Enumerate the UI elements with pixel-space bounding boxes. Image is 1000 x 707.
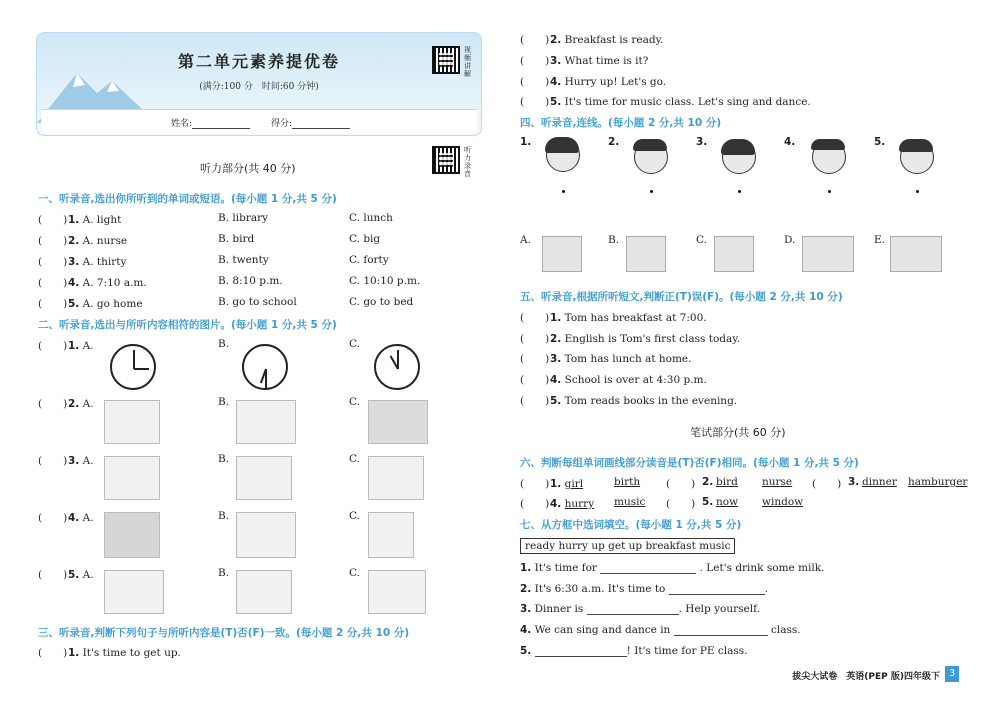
s2-row: ( )3. A. B. C. — [38, 453, 360, 467]
match-letter: D. — [784, 234, 796, 246]
scene-image — [802, 236, 854, 272]
match-num: 3. — [696, 136, 708, 148]
name-score-bar — [41, 109, 477, 133]
page-number: 3 — [945, 666, 959, 682]
s3-row: ( )4. Hurry up! Let's go. — [520, 76, 667, 88]
match-letter: A. — [520, 234, 531, 246]
sleeping-image — [104, 456, 160, 500]
s3-row: ( )5. It's time for music class. Let's sing and dance. — [520, 96, 811, 108]
section-2-heading: 二、听录音,选出与所听内容相符的图片。(每小题 1 分,共 5 分) — [38, 319, 337, 331]
s3-row: ( )3. What time is it? — [520, 55, 649, 67]
title-banner — [36, 32, 482, 136]
clock-icon — [242, 344, 288, 390]
s5-row: ( )5. Tom reads books in the evening. — [520, 395, 738, 407]
s6-row: ( )4. hurry music ( ) 5. now window — [520, 496, 804, 510]
s2-row: ( )2. A. B. C. — [38, 396, 360, 410]
scene-image — [890, 236, 942, 272]
qr-code-video[interactable] — [432, 46, 460, 74]
evening-image — [368, 570, 426, 614]
math-class-image — [368, 400, 428, 444]
reading-image — [236, 456, 292, 500]
s2-row: ( )1. A. B. C. — [38, 338, 360, 352]
music-room-image — [104, 512, 160, 558]
s1-row: ( )1. A. light B. library C. lunch — [38, 212, 393, 226]
match-dot[interactable] — [738, 190, 741, 193]
boy-walking-image — [368, 456, 424, 500]
section-3-heading: 三、听录音,判断下列句子与所听内容是(T)否(F)一致。(每小题 2 分,共 10 分) — [38, 627, 410, 639]
match-letter: B. — [608, 234, 620, 246]
match-num: 4. — [784, 136, 796, 148]
exam-subtitle: (满分:100 分 时间:60 分钟) — [199, 82, 319, 92]
match-dot[interactable] — [916, 190, 919, 193]
girl-face-icon — [722, 140, 756, 174]
s5-row: ( )4. School is over at 4:30 p.m. — [520, 374, 707, 386]
s5-row: ( )1. Tom has breakfast at 7:00. — [520, 312, 707, 324]
clock-icon — [110, 344, 156, 390]
qr-label-audio: 听力录音 — [464, 146, 471, 178]
scene-image — [542, 236, 582, 272]
name-field[interactable]: 姓名: — [171, 116, 250, 129]
match-dot[interactable] — [650, 190, 653, 193]
s1-row: ( )4. A. 7:10 a.m. B. 8:10 p.m. C. 10:10 p.m. — [38, 275, 421, 289]
match-letter: C. — [696, 234, 707, 246]
s1-row: ( )2. A. nurse B. bird C. big — [38, 233, 381, 247]
exam-title: 第二单元素养提优卷 — [177, 52, 340, 71]
s2-row: ( )4. A. B. C. — [38, 510, 360, 524]
scene-image — [626, 236, 666, 272]
boy-face-icon — [634, 140, 668, 174]
answer-blank[interactable] — [669, 585, 765, 595]
s3-row: ( )2. Breakfast is ready. — [520, 34, 664, 46]
s7-row: 2. It's 6:30 a.m. It's time to . — [520, 583, 769, 595]
section-6-heading: 六、判断每组单词画线部分读音是(T)否(F)相同。(每小题 1 分,共 5 分) — [520, 457, 859, 469]
playground-image — [236, 512, 296, 558]
s5-row: ( )3. Tom has lunch at home. — [520, 353, 692, 365]
match-dot[interactable] — [562, 190, 565, 193]
qr-code-audio[interactable] — [432, 146, 460, 174]
s1-row: ( )5. A. go home B. go to school C. go to bed — [38, 296, 414, 310]
answer-blank[interactable] — [587, 605, 679, 615]
writing-section-title: 笔试部分(共 60 分) — [690, 426, 786, 439]
s7-row: 3. Dinner is . Help yourself. — [520, 603, 760, 615]
word-box: ready hurry up get up breakfast music — [520, 538, 735, 554]
answer-blank[interactable] — [600, 564, 696, 574]
girl-face-icon — [546, 138, 580, 172]
score-field[interactable]: 得分: — [271, 116, 350, 129]
s7-row: 1. It's time for . Let's drink some milk. — [520, 562, 825, 574]
s6-row: ( )1. girl birth ( ) 2. bird nurse ( ) 3. dinner hamburger — [520, 476, 968, 490]
section-5-heading: 五、听录音,根据所听短文,判断正(T)误(F)。(每小题 2 分,共 10 分) — [520, 291, 843, 303]
section-4-heading: 四、听录音,连线。(每小题 2 分,共 10 分) — [520, 117, 722, 129]
s3-row: ( )1. It's time to get up. — [38, 647, 181, 659]
answer-blank[interactable] — [535, 647, 627, 657]
section-1-heading: 一、听录音,选出你所听到的单词或短语。(每小题 1 分,共 5 分) — [38, 193, 337, 205]
music-class-image — [104, 400, 160, 444]
match-num: 1. — [520, 136, 532, 148]
teacher-image — [368, 512, 414, 558]
boy-face-icon — [812, 140, 846, 174]
s7-row: 4. We can sing and dance in class. — [520, 624, 801, 636]
s7-row: 5. ! It's time for PE class. — [520, 645, 748, 657]
match-letter: E. — [874, 234, 886, 246]
qr-label-video: 视频讲解 — [464, 46, 471, 78]
scene-image — [714, 236, 754, 272]
match-dot[interactable] — [828, 190, 831, 193]
match-num: 5. — [874, 136, 886, 148]
footer-text: 拔尖大试卷 英语(PEP 版)四年级下 — [792, 672, 940, 682]
s5-row: ( )2. English is Tom's first class today. — [520, 333, 741, 345]
answer-blank[interactable] — [674, 626, 768, 636]
s1-row: ( )3. A. thirty B. twenty C. forty — [38, 254, 389, 268]
lunch-image — [236, 570, 292, 614]
library-image — [236, 400, 296, 444]
clock-icon — [374, 344, 420, 390]
eating-image — [104, 570, 164, 614]
section-7-heading: 七、从方框中选词填空。(每小题 1 分,共 5 分) — [520, 519, 742, 531]
s2-row: ( )5. A. B. C. — [38, 567, 360, 581]
match-num: 2. — [608, 136, 620, 148]
listening-section-title: 听力部分(共 40 分) — [200, 162, 296, 175]
boy-face-icon — [900, 140, 934, 174]
right-page — [500, 0, 1000, 707]
